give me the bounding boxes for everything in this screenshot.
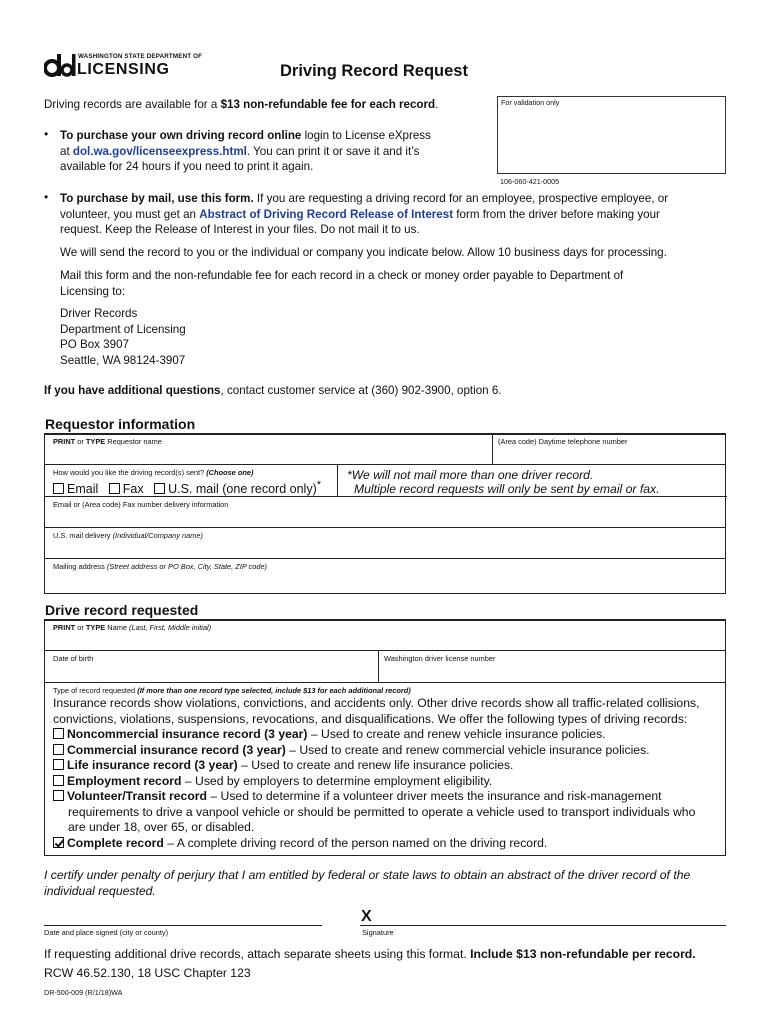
record-type-description: Insurance records show violations, convictions, and accidents only. Other drive records show all traffic-related collisions, convictions, violations, suspensions, revocations, and disqualifications. We offer the following types of driving records: (53, 696, 700, 726)
validation-label: For validation only (501, 98, 560, 107)
date-of-birth-field[interactable] (45, 651, 379, 683)
requestor-name-label: PRINT or TYPE Requestor name (53, 437, 162, 446)
rcw-text: RCW 46.52.130, 18 USC Chapter 123 (44, 966, 251, 980)
bullet: • (44, 190, 49, 204)
date-of-birth-label: Date of birth (53, 654, 94, 663)
record-option-volunteer[interactable]: Volunteer/Transit record – Used to determine if a volunteer driver meets the insurance and risk-management (53, 789, 695, 805)
volunteer-checkbox[interactable] (53, 790, 64, 801)
form-code: 106-060-421-0005 (500, 177, 560, 186)
email-fax-delivery-field[interactable] (45, 497, 725, 528)
usmail-checkbox[interactable] (154, 483, 165, 494)
drive-record-heading: Drive record requested (45, 602, 199, 618)
requestor-phone-field[interactable] (493, 434, 725, 465)
license-number-field[interactable] (379, 651, 725, 683)
logo-name: LICENSING (77, 61, 170, 78)
mailing-address-field[interactable] (45, 559, 725, 593)
fax-option[interactable]: Fax (109, 482, 144, 496)
drive-record-table (44, 620, 726, 856)
usmail-option[interactable]: U.S. mail (one record only)* (154, 482, 321, 496)
signature-x: X (361, 908, 372, 925)
record-option-life[interactable]: Life insurance record (3 year) – Used to create and renew life insurance policies. (53, 758, 695, 774)
signature-label: Signature (362, 928, 394, 937)
bullet: • (44, 127, 49, 141)
email-option[interactable]: Email (53, 482, 98, 496)
driver-name-field[interactable] (45, 620, 725, 651)
commercial-checkbox[interactable] (53, 744, 64, 755)
requestor-heading: Requestor information (45, 416, 196, 432)
mail-note: Mail this form and the non-refundable fee for each record in a check or money order payable to Department of Licensing to: (60, 269, 624, 298)
dol-logo-mark (44, 52, 76, 78)
date-place-label: Date and place signed (city or county) (44, 928, 169, 937)
record-option-employment[interactable]: Employment record – Used by employers to determine employment eligibility. (53, 774, 695, 790)
requestor-phone-label: (Area code) Daytime telephone number (498, 437, 628, 446)
delivery-method-label: How would you like the driving record(s) sent? (Choose one) (53, 468, 254, 477)
record-type-list (53, 727, 695, 851)
online-purchase-text: To purchase your own driving record online login to License eXpress at dol.wa.gov/licenseexpress.html. You can print it or save it and it’s available for 24 hours if you need to print it again. (60, 129, 431, 173)
email-fax-delivery-label: Email or (Area code) Fax number delivery information (53, 500, 229, 509)
additional-records-text: If requesting additional drive records, attach separate sheets using this format. Include $13 non-refundable per record. (44, 947, 696, 961)
mail-purchase-text: To purchase by mail, use this form. If you are requesting a driving record for an employee, prospective employee, or volunteer, you must get an Abstract of Driving Record Release of Interest form from the driver before making your request. Keep the Release of Interest in your files. Do not mail it to us. (60, 192, 669, 236)
usmail-delivery-field[interactable] (45, 528, 725, 559)
license-express-link[interactable]: dol.wa.gov/licenseexpress.html (72, 144, 247, 158)
page-title: Driving Record Request (280, 62, 468, 80)
signature-line[interactable] (360, 925, 726, 926)
fax-checkbox[interactable] (109, 483, 120, 494)
volunteer-desc-cont: are under 18, over 65, or disabled. (68, 820, 255, 834)
noncommercial-checkbox[interactable] (53, 728, 64, 739)
date-place-line[interactable] (44, 925, 322, 926)
delivery-method-field (45, 465, 338, 497)
record-type-label: Type of record requested (If more than one record type selected, include $13 for each additional record) (53, 686, 411, 695)
driver-name-label: PRINT or TYPE Name (Last, First, Middle initial) (53, 623, 212, 632)
record-option-commercial[interactable]: Commercial insurance record (3 year) – Used to create and renew commercial vehicle insurance policies. (53, 743, 695, 759)
mailing-address-label: Mailing address (Street address or PO Box, City, State, ZIP code) (53, 562, 268, 571)
mail-limit-note: *We will not mail more than one driver record. Multiple record requests will only be sent by email or fax. (347, 468, 660, 496)
usmail-delivery-label: U.S. mail delivery (Individual/Company name) (53, 531, 203, 540)
logo-agency-line: WASHINGTON STATE DEPARTMENT OF (78, 53, 203, 60)
mailing-address: Driver Records Department of Licensing PO Box 3907 Seattle, WA 98124-3907 (60, 307, 186, 367)
intro-text: Driving records are available for a $13 non-refundable fee for each record. (44, 98, 439, 111)
dol-logo (44, 50, 203, 80)
form-id: DR-500-009 (R/1/18)WA (44, 988, 123, 997)
email-checkbox[interactable] (53, 483, 64, 494)
validation-box (497, 96, 726, 174)
record-option-noncommercial[interactable]: Noncommercial insurance record (3 year) – Used to create and renew vehicle insurance policies. (53, 727, 695, 743)
volunteer-desc-cont: requirements to drive a vanpool vehicle or should be permitted to operate a vehicle used to transport individuals who (68, 804, 696, 819)
life-checkbox[interactable] (53, 759, 64, 770)
employment-checkbox[interactable] (53, 775, 64, 786)
requestor-table (44, 434, 726, 594)
send-note: We will send the record to you or the individual or company you indicate below. Allow 10 business days for processing. (60, 246, 667, 259)
questions-text: If you have additional questions, contact customer service at (360) 902-3900, option 6. (44, 384, 502, 397)
delivery-options (53, 479, 321, 496)
requestor-name-field[interactable] (45, 434, 493, 465)
record-option-complete[interactable]: Complete record – A complete driving record of the person named on the driving record. (53, 836, 695, 852)
release-of-interest-link[interactable]: Abstract of Driving Record Release of Interest (199, 207, 454, 221)
license-number-label: Washington driver license number (384, 654, 496, 663)
complete-checkbox[interactable] (53, 837, 64, 848)
certification-text: I certify under penalty of perjury that I am entitled by federal or state laws to obtain an abstract of the driver record of the individual requested. (44, 868, 691, 898)
